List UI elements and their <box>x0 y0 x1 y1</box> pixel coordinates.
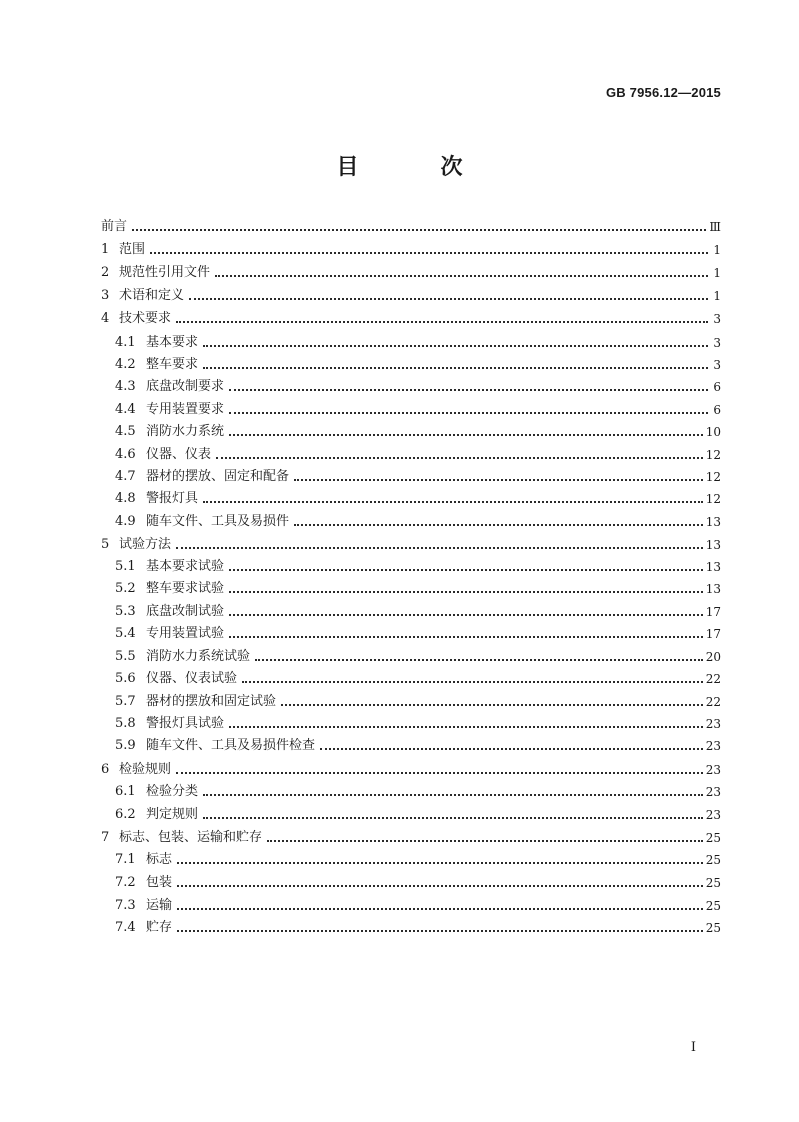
toc-entry-label: 警报灯具 <box>146 491 199 506</box>
toc-entry-label: 整车要求试验 <box>146 581 225 596</box>
dot-leader <box>229 434 703 436</box>
toc-entry <box>115 555 721 575</box>
toc-entry <box>101 284 721 304</box>
toc-entry-page: 1 <box>713 243 721 257</box>
toc-entry-number: 7.1 <box>115 852 136 867</box>
toc-entry-number: 6.2 <box>115 807 136 822</box>
toc-entry-number: 1 <box>101 242 110 257</box>
toc-entry-number: 4.1 <box>115 335 136 350</box>
dot-leader <box>229 591 703 593</box>
toc-entry-number: 3 <box>101 288 110 303</box>
toc-entry <box>115 375 721 395</box>
toc-entry <box>115 734 721 754</box>
toc-entry-label: 前言 <box>101 219 128 234</box>
dot-leader <box>189 298 708 300</box>
toc-entry <box>101 758 721 778</box>
dot-leader <box>176 547 703 549</box>
toc-entry-page: 1 <box>713 289 721 303</box>
toc-entry-page: 3 <box>713 312 721 326</box>
toc-entry-label: 判定规则 <box>146 807 199 822</box>
toc-entry <box>115 398 721 418</box>
toc-entry-number: 7.3 <box>115 898 136 913</box>
dot-leader <box>229 412 708 414</box>
toc-entry-number: 4.5 <box>115 424 136 439</box>
dot-leader <box>229 614 703 616</box>
toc-entry-page: 12 <box>705 470 721 484</box>
toc-entry-label: 包装 <box>146 875 173 890</box>
toc-entry-label: 标志、包装、运输和贮存 <box>119 830 263 845</box>
toc-entry <box>101 261 721 281</box>
toc-entry <box>115 803 721 823</box>
toc-entry-label: 标志 <box>146 852 173 867</box>
toc-entry-page: 10 <box>705 425 721 439</box>
toc-entry-page: 25 <box>705 899 721 913</box>
toc-entry <box>115 848 721 868</box>
dot-leader <box>203 794 703 796</box>
toc-entry <box>115 487 721 507</box>
toc-entry-page: 22 <box>705 672 721 686</box>
toc-entry-page: 1 <box>713 266 721 280</box>
toc-entry-label: 术语和定义 <box>119 288 185 303</box>
toc-entry-number: 7.4 <box>115 920 136 935</box>
toc-entry <box>115 871 721 891</box>
dot-leader <box>255 659 703 661</box>
dot-leader <box>177 885 703 887</box>
toc-entry-page: 6 <box>713 380 721 394</box>
dot-leader <box>281 704 703 706</box>
toc-entry-number: 4.6 <box>115 447 136 462</box>
toc-entry-label: 底盘改制试验 <box>146 604 225 619</box>
toc-entry-label: 试验方法 <box>119 537 172 552</box>
toc-entry <box>115 780 721 800</box>
dot-leader <box>242 681 703 683</box>
toc-entry <box>115 894 721 914</box>
toc-entry-label: 仪器、仪表试验 <box>146 671 238 686</box>
dot-leader <box>229 636 703 638</box>
toc-entry-label: 消防水力系统 <box>146 424 225 439</box>
toc-entry-number: 5.6 <box>115 671 136 686</box>
toc-entry-label: 器材的摆放、固定和配备 <box>146 469 290 484</box>
toc-entry-number: 4.3 <box>115 379 136 394</box>
toc-entry-page: 17 <box>705 605 721 619</box>
toc-entry-label: 底盘改制要求 <box>146 379 225 394</box>
dot-leader <box>203 367 708 369</box>
toc-entry-number: 5.4 <box>115 626 136 641</box>
dot-leader <box>267 840 703 842</box>
toc-entry-label: 随车文件、工具及易损件检查 <box>146 738 316 753</box>
toc-entry-number: 6 <box>101 762 110 777</box>
toc-entry-page: Ⅲ <box>709 220 721 234</box>
toc-entry-page: 23 <box>705 739 721 753</box>
toc-entry <box>115 443 721 463</box>
toc-entry-label: 运输 <box>146 898 173 913</box>
toc-entry-number: 7 <box>101 830 110 845</box>
toc-entry <box>101 826 721 846</box>
toc-entry-page: 13 <box>705 560 721 574</box>
toc-entry-number: 7.2 <box>115 875 136 890</box>
toc-entry-page: 25 <box>705 876 721 890</box>
toc-entry-label: 专用装置试验 <box>146 626 225 641</box>
toc-entry <box>115 465 721 485</box>
toc-entry <box>115 622 721 642</box>
dot-leader <box>177 908 703 910</box>
toc-entry-number: 5.5 <box>115 649 136 664</box>
toc-entry <box>101 307 721 327</box>
toc-entry <box>115 577 721 597</box>
toc-entry-label: 范围 <box>119 242 146 257</box>
toc-entry-number: 4 <box>101 311 110 326</box>
toc-entry-page: 6 <box>713 403 721 417</box>
toc-entry <box>115 420 721 440</box>
toc-entry <box>101 238 721 258</box>
toc-entry-label: 贮存 <box>146 920 173 935</box>
toc-entry-page: 17 <box>705 627 721 641</box>
dot-leader <box>150 252 708 254</box>
toc-entry-page: 13 <box>705 582 721 596</box>
toc-entry-number: 5.9 <box>115 738 136 753</box>
toc-entry <box>101 215 721 235</box>
dot-leader <box>216 457 703 459</box>
toc-entry-page: 13 <box>705 515 721 529</box>
toc-entry-page: 25 <box>705 853 721 867</box>
dot-leader <box>229 389 708 391</box>
toc-entry-number: 5.1 <box>115 559 136 574</box>
toc-entry-page: 3 <box>713 336 721 350</box>
dot-leader <box>203 817 703 819</box>
toc-entry-number: 4.4 <box>115 402 136 417</box>
toc-entry-page: 20 <box>705 650 721 664</box>
dot-leader <box>294 479 703 481</box>
toc-entry-label: 消防水力系统试验 <box>146 649 251 664</box>
toc-entry-label: 专用装置要求 <box>146 402 225 417</box>
toc-entry-number: 5.3 <box>115 604 136 619</box>
toc-entry-label: 随车文件、工具及易损件 <box>146 514 290 529</box>
toc-entry-number: 5 <box>101 537 110 552</box>
toc-entry-label: 仪器、仪表 <box>146 447 212 462</box>
toc-entry-label: 技术要求 <box>119 311 172 326</box>
dot-leader <box>294 524 703 526</box>
toc-entry-page: 25 <box>705 921 721 935</box>
toc-entry <box>115 712 721 732</box>
toc-entry-number: 5.2 <box>115 581 136 596</box>
toc-entry-label: 整车要求 <box>146 357 199 372</box>
dot-leader <box>176 321 708 323</box>
toc-entry-page: 12 <box>705 492 721 506</box>
dot-leader <box>320 748 703 750</box>
toc-entry-page: 23 <box>705 785 721 799</box>
toc-entry <box>115 600 721 620</box>
toc-entry-number: 4.2 <box>115 357 136 372</box>
page-title: 目 次 <box>336 154 493 180</box>
toc-entry-page: 23 <box>705 808 721 822</box>
toc-entry <box>115 331 721 351</box>
toc-entry-number: 4.7 <box>115 469 136 484</box>
toc-entry-number: 2 <box>101 265 110 280</box>
toc-entry-number: 4.8 <box>115 491 136 506</box>
toc-entry-number: 4.9 <box>115 514 136 529</box>
page-number: I <box>690 1040 696 1055</box>
toc-entry <box>115 645 721 665</box>
toc-entry-label: 基本要求试验 <box>146 559 225 574</box>
toc-entry-label: 检验分类 <box>146 784 199 799</box>
toc-entry-label: 器材的摆放和固定试验 <box>146 694 277 709</box>
dot-leader <box>215 275 708 277</box>
toc-entry-label: 规范性引用文件 <box>119 265 211 280</box>
dot-leader <box>176 772 703 774</box>
toc-entry <box>115 353 721 373</box>
dot-leader <box>177 930 703 932</box>
toc-entry-page: 12 <box>705 448 721 462</box>
toc-entry-number: 5.7 <box>115 694 136 709</box>
toc-entry-page: 13 <box>705 538 721 552</box>
toc-entry <box>115 916 721 936</box>
toc-entry-number: 6.1 <box>115 784 136 799</box>
dot-leader <box>229 726 703 728</box>
toc-entry <box>115 667 721 687</box>
dot-leader <box>177 862 703 864</box>
toc-entry-number: 5.8 <box>115 716 136 731</box>
toc-entry-label: 检验规则 <box>119 762 172 777</box>
toc-entry-page: 23 <box>705 717 721 731</box>
toc-entry-page: 22 <box>705 695 721 709</box>
toc-entry <box>101 533 721 553</box>
toc-entry <box>115 690 721 710</box>
dot-leader <box>203 501 703 503</box>
standard-code: GB 7956.12—2015 <box>605 85 721 100</box>
toc-entry <box>115 510 721 530</box>
toc-entry-page: 25 <box>705 831 721 845</box>
toc-entry-label: 警报灯具试验 <box>146 716 225 731</box>
dot-leader <box>203 345 708 347</box>
dot-leader <box>229 569 703 571</box>
toc-entry-page: 23 <box>705 763 721 777</box>
toc-entry-page: 3 <box>713 358 721 372</box>
toc-entry-label: 基本要求 <box>146 335 199 350</box>
dot-leader <box>132 229 706 231</box>
